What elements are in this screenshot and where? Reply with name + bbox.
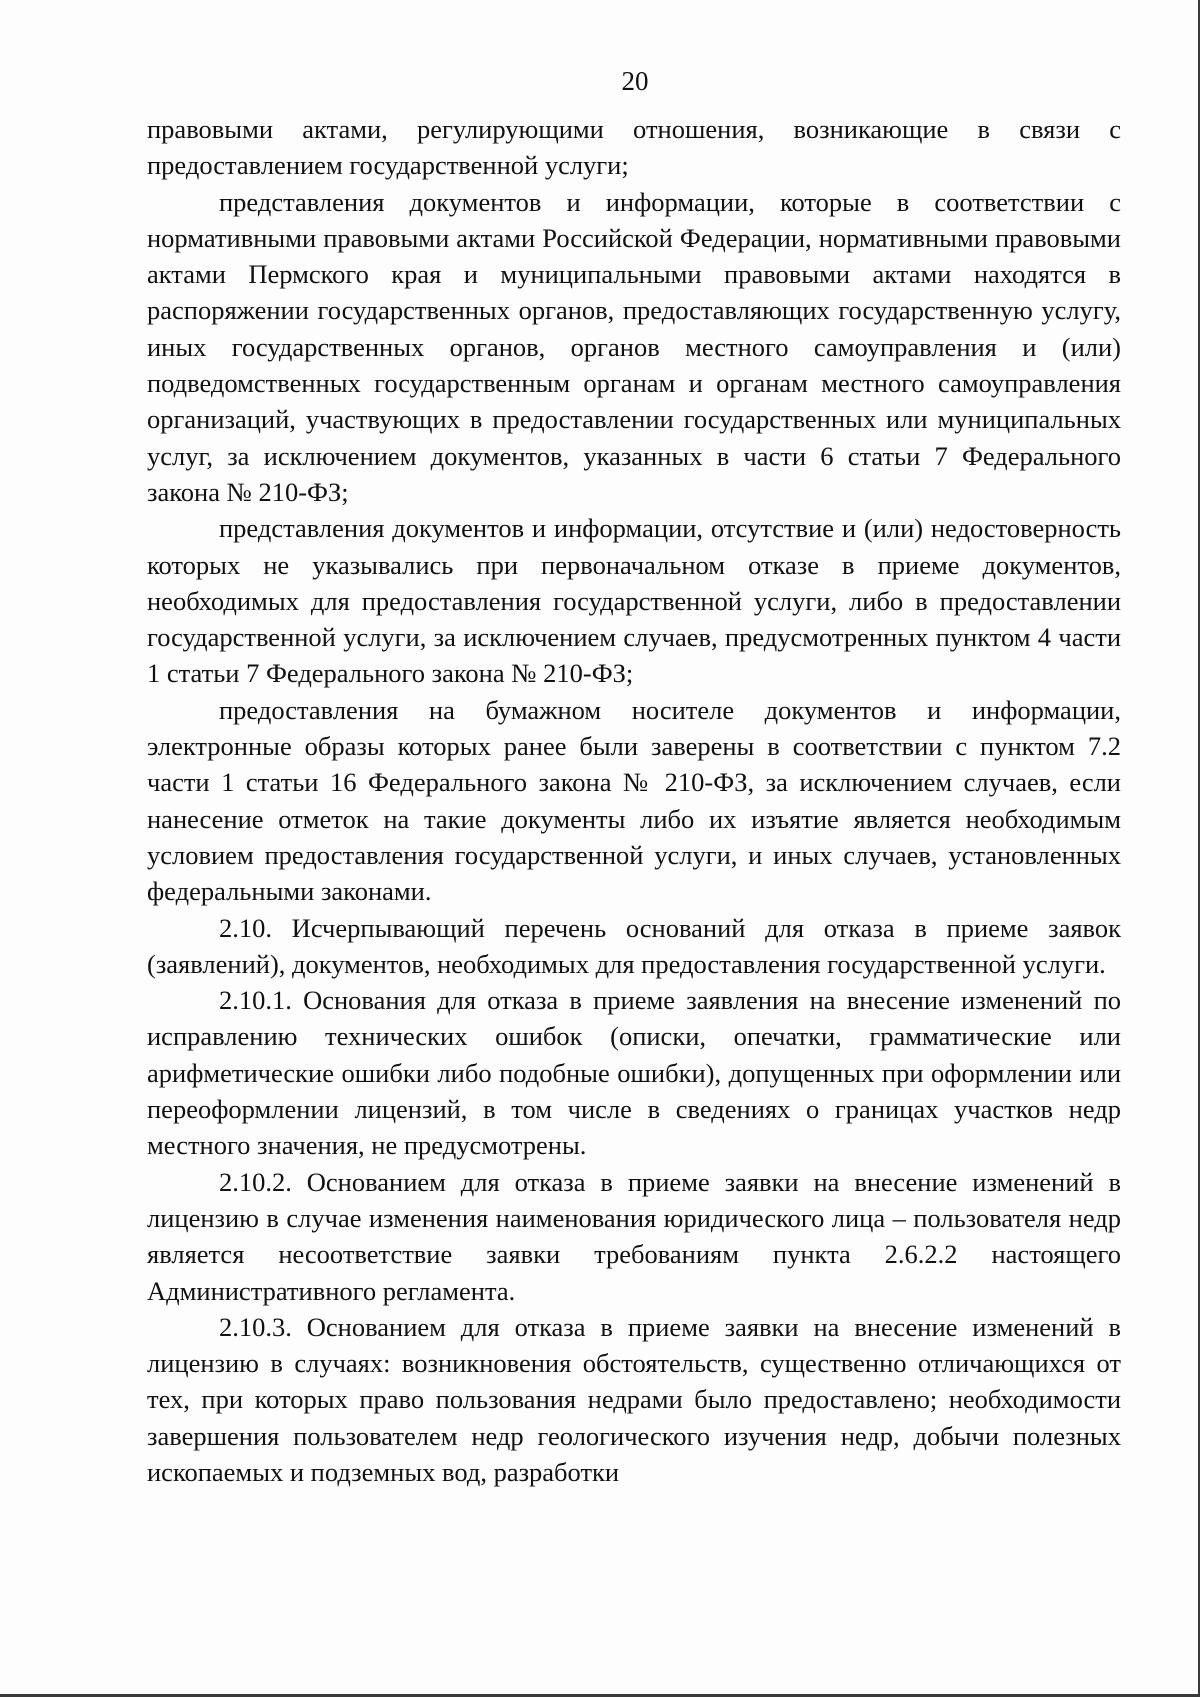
paragraph-continuation: правовыми актами, регулирующими отношения, возникающие в связи с предоставлением государственной услуги;	[147, 114, 1121, 181]
paragraph: представления документов и информации, которые в соответствии с нормативными правовыми актами Российской Федерации, нормативными правовыми актами Пермского края и муниципальными правовыми актами находятся в распоряжении государственных органов, предоставляющих государственную услугу, иных государственных органов, органов местного самоуправления и (или) подведомственных государственным органам и органам местного самоуправления организаций, участвующих в предоставлении государственных или муниципальных услуг, за исключением документов, указанных в части 6 статьи 7 Федерального закона № 210-ФЗ;	[147, 186, 1121, 507]
section-paragraph-2-10-2: 2.10.2. Основанием для отказа в приеме заявки на внесение изменений в лицензию в случае изменения наименования юридического лица – пользователя недр является несоответствие заявки требованиям пункта 2.6.2.2 настоящего Административного регламента.	[147, 1166, 1121, 1306]
paragraph: предоставления на бумажном носителе документов и информации, электронные образы которых ранее были заверены в соответствии с пунктом 7.2 части 1 статьи 16 Федерального закона № 210-ФЗ, за исключением случаев, если нанесение отметок на такие документы либо их изъятие является необходимым условием предоставления государственной услуги, и иных случаев, установленных федеральными законами.	[147, 694, 1121, 907]
section-paragraph-2-10: 2.10. Исчерпывающий перечень оснований для отказа в приеме заявок (заявлений), документов, необходимых для предоставления государственной услуги.	[147, 912, 1121, 979]
section-paragraph-2-10-1: 2.10.1. Основания для отказа в приеме заявления на внесение изменений по исправлению технических ошибок (описки, опечатки, грамматические или арифметические ошибки либо подобные ошибки), допущенных при оформлении или переоформлении лицензий, в том числе в сведениях о границах участков недр местного значения, не предусмотрены.	[147, 985, 1121, 1161]
paragraph: представления документов и информации, отсутствие и (или) недостоверность которых не указывались при первоначальном отказе в приеме документов, необходимых для предоставления государственной услуги, либо в предоставлении государственной услуги, за исключением случаев, предусмотренных пунктом 4 части 1 статьи 7 Федерального закона № 210-ФЗ;	[147, 513, 1121, 689]
document-body	[147, 111, 1121, 1490]
section-paragraph-2-10-3: 2.10.3. Основанием для отказа в приеме заявки на внесение изменений в лицензию в случаях: возникновения обстоятельств, существенно отличающихся от тех, при которых право пользования недрами было предоставлено; необходимости завершения пользователем недр геологического изучения недр, добычи полезных ископаемых и подземных вод, разработки	[147, 1311, 1121, 1487]
page-number: 20	[621, 66, 649, 96]
